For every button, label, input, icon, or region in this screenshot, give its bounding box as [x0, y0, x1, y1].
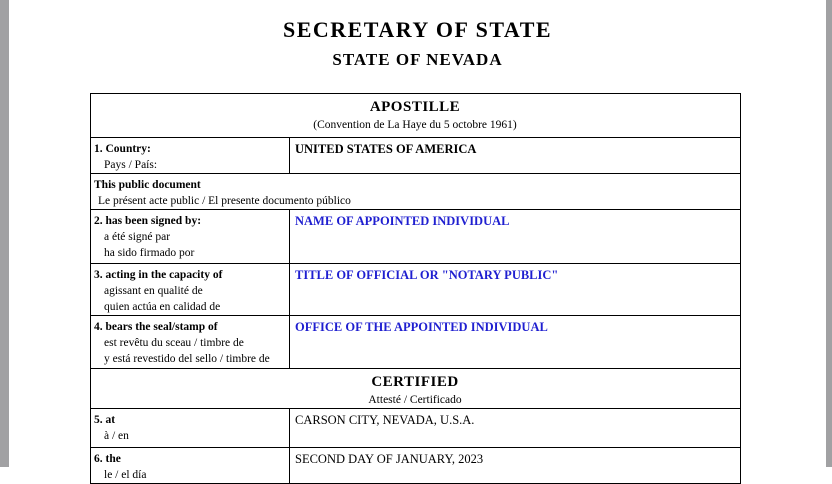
value-signed-by: NAME OF APPOINTED INDIVIDUAL	[295, 213, 734, 229]
label-signed-by: 2. has been signed by:	[94, 213, 285, 229]
row-label	[91, 210, 290, 263]
label-the: 6. the	[94, 451, 285, 467]
label-at: 5. at	[94, 412, 285, 428]
label-public-document: This public document	[94, 177, 736, 193]
table-row-apostille-header	[91, 94, 740, 137]
label-capacity: 3. acting in the capacity of	[94, 267, 285, 283]
value-the: SECOND DAY OF JANUARY, 2023	[295, 451, 734, 467]
apostille-title: APOSTILLE	[94, 97, 736, 116]
apostille-table	[90, 93, 741, 484]
row-value	[290, 138, 740, 173]
document-page	[9, 0, 826, 467]
row-label	[91, 448, 290, 483]
value-seal-stamp: OFFICE OF THE APPOINTED INDIVIDUAL	[295, 319, 734, 335]
label-country-translation: Pays / País:	[94, 157, 285, 173]
row-label	[91, 264, 290, 315]
row-value	[290, 264, 740, 315]
certified-header-cell	[91, 369, 740, 408]
label-seal-stamp-fr: est revêtu du sceau / timbre de	[94, 335, 285, 351]
label-the-translation: le / el día	[94, 467, 285, 483]
row-value	[290, 210, 740, 263]
row-label	[91, 316, 290, 368]
row-value	[290, 316, 740, 368]
value-capacity: TITLE OF OFFICIAL OR "NOTARY PUBLIC"	[295, 267, 734, 283]
apostille-header-cell	[91, 94, 740, 137]
page-edge-left	[0, 0, 9, 467]
page-subtitle: STATE OF NEVADA	[9, 50, 826, 70]
row-label	[91, 138, 290, 173]
row-value	[290, 409, 740, 447]
row-value	[290, 448, 740, 483]
page-edge-right	[826, 0, 832, 467]
label-capacity-es: quien actúa en calidad de	[94, 299, 285, 315]
label-seal-stamp-es: y está revestido del sello / timbre de	[94, 351, 285, 367]
label-seal-stamp: 4. bears the seal/stamp of	[94, 319, 285, 335]
certified-note: Attesté / Certificado	[94, 391, 736, 406]
apostille-note: (Convention de La Haye du 5 octobre 1961)	[94, 116, 736, 131]
row-label	[91, 409, 290, 447]
table-row-the	[91, 447, 740, 483]
label-signed-by-es: ha sido firmado por	[94, 245, 285, 261]
label-public-document-translation: Le présent acte public / El presente documento público	[94, 193, 736, 209]
table-row-country	[91, 137, 740, 173]
label-country: 1. Country:	[94, 141, 285, 157]
page-title: SECRETARY OF STATE	[9, 17, 826, 43]
table-row-certified-header	[91, 368, 740, 408]
certified-title: CERTIFIED	[94, 372, 736, 391]
value-country: UNITED STATES OF AMERICA	[295, 141, 734, 157]
table-row-capacity	[91, 263, 740, 315]
label-at-translation: à / en	[94, 428, 285, 444]
table-row-signed-by	[91, 209, 740, 263]
table-row-public-document	[91, 173, 740, 209]
table-row-at	[91, 408, 740, 447]
public-document-cell	[91, 174, 740, 209]
value-at: CARSON CITY, NEVADA, U.S.A.	[295, 412, 734, 428]
label-signed-by-fr: a été signé par	[94, 229, 285, 245]
table-row-seal-stamp	[91, 315, 740, 368]
label-capacity-fr: agissant en qualité de	[94, 283, 285, 299]
